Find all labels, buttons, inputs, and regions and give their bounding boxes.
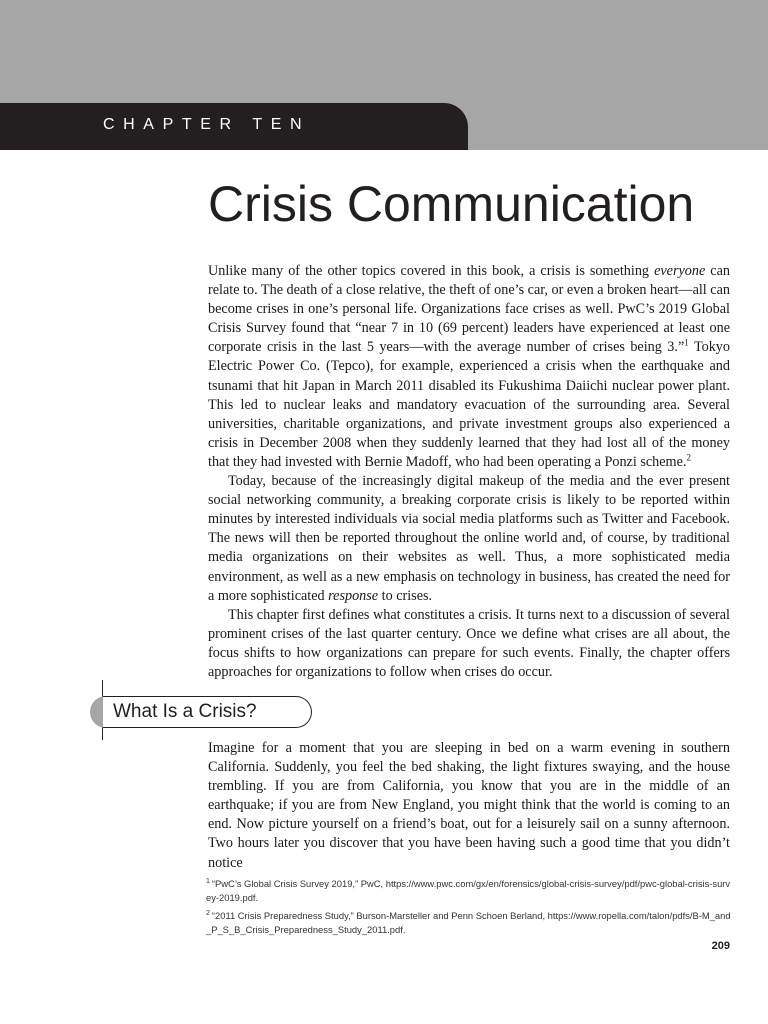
section-text (208, 739, 730, 873)
footnote-ref-1[interactable]: 1 (684, 337, 689, 348)
emphasis-response: response (328, 587, 379, 604)
footnote-mark: 2 (206, 909, 210, 917)
footnote-1 (206, 877, 731, 905)
footnote-2 (206, 909, 731, 937)
footnote-text: “2011 Crisis Preparedness Study,” Burson-Marsteller and Penn Schoen Berland, https://www.ropella.com/talon/pdfs/B-M_and_P_S_B_Crisis_Preparedness_Study_2011.pdf. (206, 910, 731, 935)
intro-paragraph-3: This chapter first defines what constitutes a crisis. It turns next to a discussion of several prominent crises of the last quarter century. Once we define what crises are all about, the focus shifts to how organizations can prepare for such events. Finally, the chapter offers approaches for organizations to follow when crises do occur. (208, 606, 730, 680)
intro-text (208, 262, 730, 682)
intro-paragraph-1: Unlike many of the other topics covered in this book, a crisis is something everyone can relate to. The death of a close relative, the theft of one’s car, or even a broken heart—all can become crises in one’s personal life. Organizations face crises as well. PwC’s 2019 Global Crisis Survey found that “near 7 in 10 (69 percent) leaders have experienced at least one corporate crisis in the last 5 years—with the average number of crises being 3.”$^1$ Tokyo Electric Power Co. (Tepco), for example, experienced a crisis when the earthquake and tsunami that hit Japan in March 2011 disabled its Fukushima Daiichi nuclear power plant. This led to nuclear leaks and mandatory evacuation of the surrounding area. Several universities, charitable organizations, and private investment groups also experienced a crisis in December 2008 when they suddenly learned that they had lost all of the money that they had invested with Bernie Madoff, who had been operating a Ponzi scheme.$^2$ (208, 263, 730, 470)
chapter-label: CHAPTER TEN (103, 116, 311, 133)
section-paragraph-1: Imagine for a moment that you are sleeping in bed on a warm evening in southern California. Suddenly, you feel the bed shaking, the light fixtures swaying, and the house trembling. If you are from California, you know that you are in the middle of an earthquake; if you are from New England, you might think that the world is coming to an end. Now picture yourself on a friend’s boat, out for a leisurely sail on a sunny afternoon. Two hours later you discover that you have been having such a good time that you didn’t notice (208, 740, 730, 871)
page-number: 209 (711, 940, 730, 952)
chapter-title: Crisis Communication (208, 176, 695, 232)
footnote-mark: 1 (206, 877, 210, 885)
intro-paragraph-2: Today, because of the increasingly digital makeup of the media and the ever present social networking community, a breaking corporate crisis is likely to be reported within minutes by interested individuals via social media platforms such as Twitter and Facebook. The news will then be reported throughout the online world and, of course, by traditional media organizations on their websites as well. Thus, a more sophisticated media environment, as well as a new emphasis on technology in business, has created the need for a more sophisticated response to crises. (208, 473, 730, 604)
section-heading: What Is a Crisis? (113, 701, 257, 722)
footnotes (206, 877, 731, 941)
footnote-ref-2[interactable]: 2 (686, 452, 691, 463)
footnote-text: “PwC’s Global Crisis Survey 2019,” PwC, https://www.pwc.com/gx/en/forensics/global-crisis-survey/pdf/pwc-global-crisis-survey-2019.pdf. (206, 878, 731, 903)
emphasis-everyone: everyone (654, 263, 706, 279)
